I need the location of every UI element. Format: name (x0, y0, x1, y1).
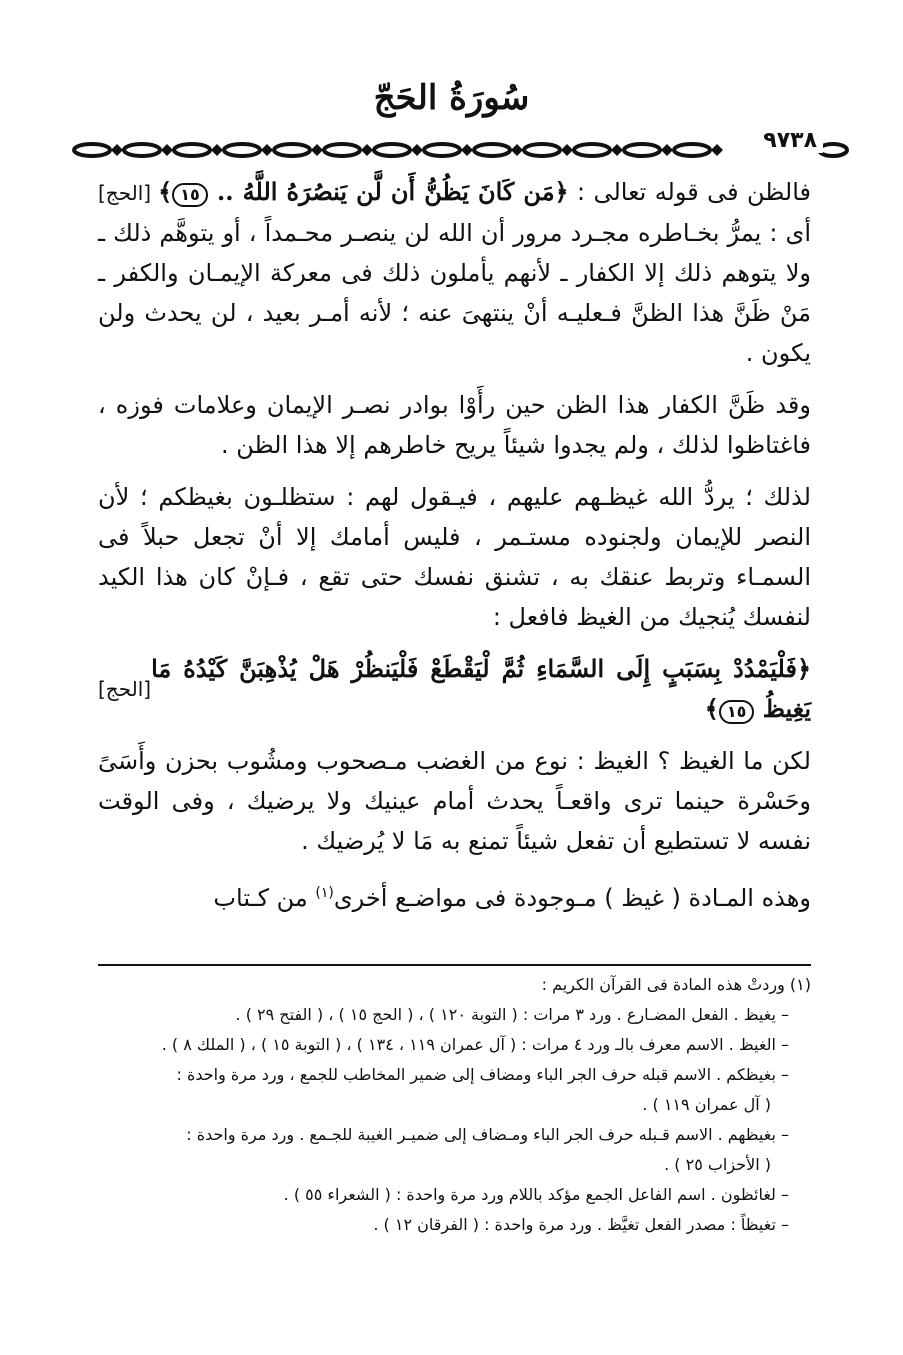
ayah-number: ١٥ (719, 700, 755, 724)
paragraph-3: لذلك ؛ يردُّ الله غيظـهم عليهم ، فيـقول لهم : ستظلـون بغيظكم ؛ لأن النصر للإيمان ولجنوده مستـمر ، فليس أمامك إلا أنْ تجعل حبلاً فى السمـاء وتربط عنقك به ، تشنق نفسك حتى تقع ، فـإنْ كان هذا الكيد لنفسك يُنجيك من الغيظ فافعل : (98, 483, 811, 631)
footnote-marker: (١) (315, 885, 334, 901)
footnote-item-continuation: ( آل عمران ١١٩ ) . (642, 1095, 771, 1114)
page-number: ٩٧٣٨ (757, 128, 823, 153)
footnotes (98, 970, 811, 1240)
decorative-chain-border (70, 136, 740, 164)
footnote-divider (98, 964, 811, 966)
main-text (98, 172, 811, 930)
paragraph-2: وقد ظَنَّ الكفار هذا الظن حين رأَوْا بوادر نصـر الإيمان وعلامات فوزه ، فاغتاظوا لذلك ، ولم يجدوا شيئاً يريح خاطرهم إلا هذا الظن . (98, 391, 811, 459)
paragraph-1 (98, 172, 811, 373)
quran-verse: ﴿فَلْيَمْدُدْ بِسَبَبٍ إِلَى السَّمَاءِ ثُمَّ لْيَقْطَعْ فَلْيَنظُرْ هَلْ يُذْهِبَنَّ كَيْدُهُ مَا يَغِيظُ (151, 654, 811, 723)
footnote-item: – بغيظهم . الاسم قـبله حرف الجر الباء ومـضاف إلى ضميـر الغيبة للجـمع . ورد مرة واحدة : (186, 1125, 789, 1144)
ayah-number: ١٥ (172, 183, 208, 207)
verse-close-bracket: ﴾ (158, 177, 173, 206)
footnote-item-continuation: ( الأحزاب ٢٥ ) . (664, 1155, 771, 1174)
paragraph-lead: فالظن فى قوله تعالى : (568, 178, 812, 206)
paragraph-rest: أى : يمرُّ بخـاطره مجـرد مرور أن الله لن ينصـر محـمداً ، أو يتوهَّم ذلك ـ ولا يتوهم ذلك إلا الكفار ـ لأنهم يأملون ذلك فى معركة الإيمـان والكفر ـ مَنْ ظَنَّ هذا الظنَّ فـعليـه أنْ ينتهىَ عنه ؛ لأنه أمـر بعيد ، لن يحدث ولن يكون . (98, 219, 811, 367)
verse-line (98, 649, 811, 729)
footnote-item: – الغيظ . الاسم معرف بالـ ورد ٤ مرات : ( آل عمران ١١٩ ، ١٣٤ ) ، ( التوبة ١٥ ) ، ( الملك ٨ ) . (161, 1035, 789, 1054)
surah-title: سُورَةُ الحَجّ (373, 78, 530, 118)
quran-verse-block (98, 649, 811, 729)
paragraph-text: وهذه المـادة ( غيظ ) مـوجودة فى مواضـع أخرى (333, 884, 811, 912)
surah-reference: [الحج] (98, 181, 159, 205)
surah-reference: [الحج] (98, 677, 152, 701)
footnote-item: – بغيظكم . الاسم قبله حرف الجر الباء ومضاف إلى ضمير المخاطب للجمع ، ورد مرة واحدة : (176, 1065, 789, 1084)
paragraph-tail: من كـتاب (213, 884, 316, 912)
footnote-item: – تغيظاً : مصدر الفعل تغيَّظ . ورد مرة واحدة : ( الفرقان ١٢ ) . (373, 1215, 789, 1234)
footnote-item: – يغيظ . الفعل المضـارع . ورد ٣ مرات : ( التوبة ١٢٠ ) ، ( الحج ١٥ ) ، ( الفتح ٢٩ ) . (235, 1005, 789, 1024)
verse-close-bracket: ﴾ (704, 694, 719, 723)
paragraph-4: لكن ما الغيظ ؟ الغيظ : نوع من الغضب مـصحوب ومشُوب بحزن وأَسَىً وحَسْرة حينما ترى واقعـاً يحدث أمام عينيك ولا يرضيك ، وفى الوقت نفسه لا تستطيع أن تفعل شيئاً تمنع به مَا لا يُرضيك . (98, 747, 811, 855)
footnote-item: – لغائظون . اسم الفاعل الجمع مؤكد باللام ورد مرة واحدة : ( الشعراء ٥٥ ) . (283, 1185, 789, 1204)
quran-verse: ﴿مَن كَانَ يَظُنُّ أَن لَّن يَنصُرَهُ اللَّهُ .. (207, 177, 569, 206)
paragraph-5 (98, 873, 811, 918)
footnote-intro: (١) وردتْ هذه المادة فى القرآن الكريم : (541, 975, 811, 994)
